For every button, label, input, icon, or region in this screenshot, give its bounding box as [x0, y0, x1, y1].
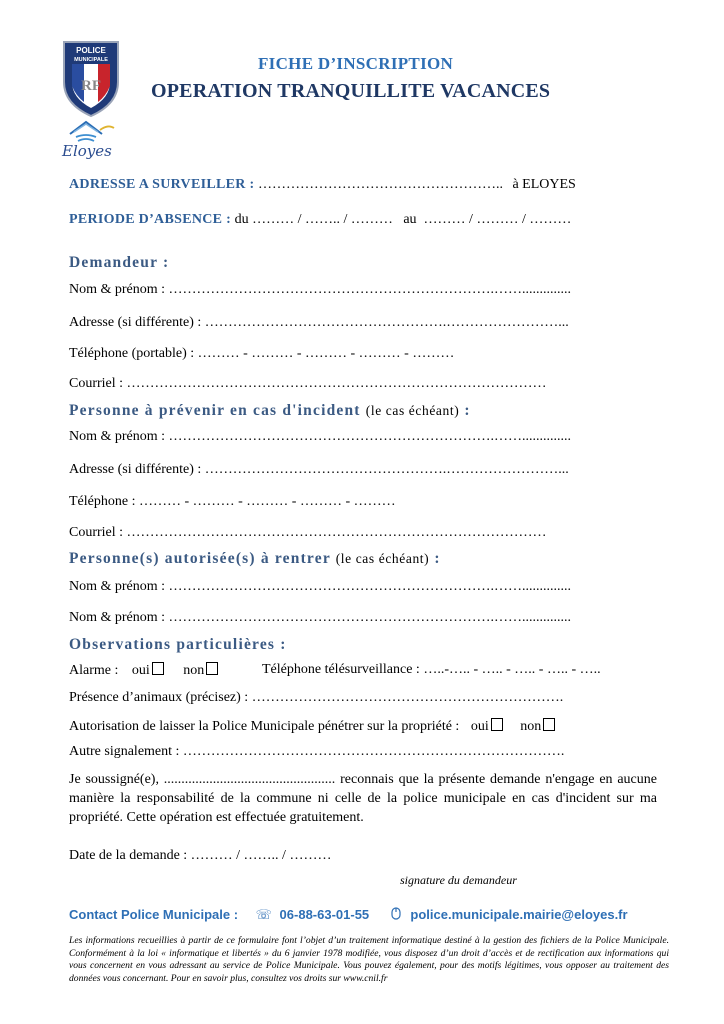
mouse-icon [391, 907, 401, 923]
section-demandeur-title: Demandeur : [69, 254, 170, 271]
contact-person-name-field[interactable]: Nom & prénom : …………………………………………………………….…….............. [69, 429, 572, 444]
contact-phone[interactable]: 06-88-63-01-55 [279, 907, 370, 922]
pets-field[interactable]: Présence d’animaux (précisez) : …………………………………………………………. [69, 690, 564, 705]
alarm-non-checkbox[interactable] [206, 662, 218, 675]
alarm-oui-label: oui [131, 663, 150, 678]
address-to-monitor-field[interactable]: …………………………………………….. [257, 177, 503, 192]
other-report-field[interactable]: Autre signalement : ………………………………………………………………………. [69, 744, 565, 759]
contact-person-phone-field[interactable]: Téléphone : ……… - ……… - ……… - ……… - ……… [69, 494, 396, 509]
demandeur-email-field[interactable]: Courriel : ……………………………………………………………………………… [69, 376, 547, 391]
signature-label: signature du demandeur [400, 873, 517, 887]
svg-text:POLICE: POLICE [76, 46, 106, 55]
address-to-monitor-line [69, 177, 576, 193]
section-authorized-persons-title: Personne(s) autorisée(s) à rentrer (le cas échéant) : [69, 550, 441, 567]
contact-person-email-field[interactable]: Courriel : ……………………………………………………………………………… [69, 525, 547, 540]
authorized-person-1-field[interactable]: Nom & prénom : …………………………………………………………….…….............. [69, 579, 572, 594]
auth-oui-label: oui [470, 719, 489, 734]
section-contact-person-title: Personne à prévenir en cas d'incident (le cas échéant) : [69, 402, 471, 419]
address-to-monitor-label: ADRESSE A SURVEILLER : [69, 177, 255, 192]
eloyes-town-logo [56, 118, 120, 162]
contact-line [69, 907, 628, 923]
authorized-person-2-field[interactable]: Nom & prénom : …………………………………………………………….…….............. [69, 610, 572, 625]
telesurveillance-phone-field[interactable]: Téléphone télésurveillance : …..-….. - ….. - ….. - ….. - ….. [262, 662, 601, 677]
privacy-legal-notice: Les informations recueillies à partir de ce formulaire font l’objet d’un traitement informatique destiné à la gestion des fichiers de la Police Municipale. Conformément à la loi « informatique et libertés » du 6 janvier 1978 modifiée, vous disposez d’un droit d’accès et de rectification aux informations qui vous concernent en vous adressant au service de Police Municipale. Vous pouvez également, pour des motifs légitimes, vous opposer au traitement des données vous concernant. Pour en savoir plus, consultez vos droits sur www.cnil.fr [69, 935, 669, 984]
entry-authorization-label: Autorisation de laisser la Police Municipale pénétrer sur la propriété : [69, 719, 460, 734]
alarm-label: Alarme : [69, 663, 119, 678]
contact-email[interactable]: police.municipale.mairie@eloyes.fr [410, 907, 628, 922]
svg-text:MUNICIPALE: MUNICIPALE [74, 57, 108, 63]
entry-authorization-line [69, 718, 555, 735]
declaration-paragraph: Je soussigné(e), ................................................. reconnais que la présente demande n'engage en aucune manière la responsabilité de la commune ni celle de la police municipale en cas d'incident sur ma propriété. Cette opération est effectuée gratuitement. [69, 772, 657, 825]
address-to-monitor-suffix: à ELOYES [512, 177, 576, 192]
section-observations-title: Observations particulières : [69, 636, 287, 653]
alarm-oui-checkbox[interactable] [152, 662, 164, 675]
contact-person-address-field[interactable]: Adresse (si différente) : …………………………………………….……………………... [69, 462, 569, 477]
request-date-field[interactable]: Date de la demande : ……… / …….. / ……… [69, 848, 332, 863]
demandeur-address-field[interactable]: Adresse (si différente) : …………………………………………….……………………... [69, 315, 569, 330]
form-title-line1: FICHE D’INSCRIPTION [258, 54, 454, 73]
form-title-line2: OPERATION TRANQUILLITE VACANCES [151, 80, 551, 102]
absence-period-field[interactable]: du ……… / …….. / ……… au ……… / ……… / ……… [234, 212, 572, 227]
auth-non-label: non [520, 719, 542, 734]
demandeur-name-field[interactable]: Nom & prénom : …………………………………………………………….…….............. [69, 282, 572, 297]
contact-label: Contact Police Municipale : [69, 907, 239, 922]
auth-oui-checkbox[interactable] [491, 718, 503, 731]
alarm-non-label: non [183, 663, 205, 678]
svg-text:RF: RF [81, 78, 101, 94]
telephone-icon: ☏ [255, 907, 272, 922]
alarm-line [69, 662, 218, 679]
police-badge-logo [60, 38, 122, 118]
auth-non-checkbox[interactable] [543, 718, 555, 731]
svg-text:Eloyes: Eloyes [62, 142, 112, 160]
demandeur-phone-field[interactable]: Téléphone (portable) : ……… - ……… - ……… - ……… - ……… [69, 346, 455, 361]
absence-period-label: PERIODE D’ABSENCE : [69, 212, 232, 227]
absence-period-line [69, 212, 571, 228]
